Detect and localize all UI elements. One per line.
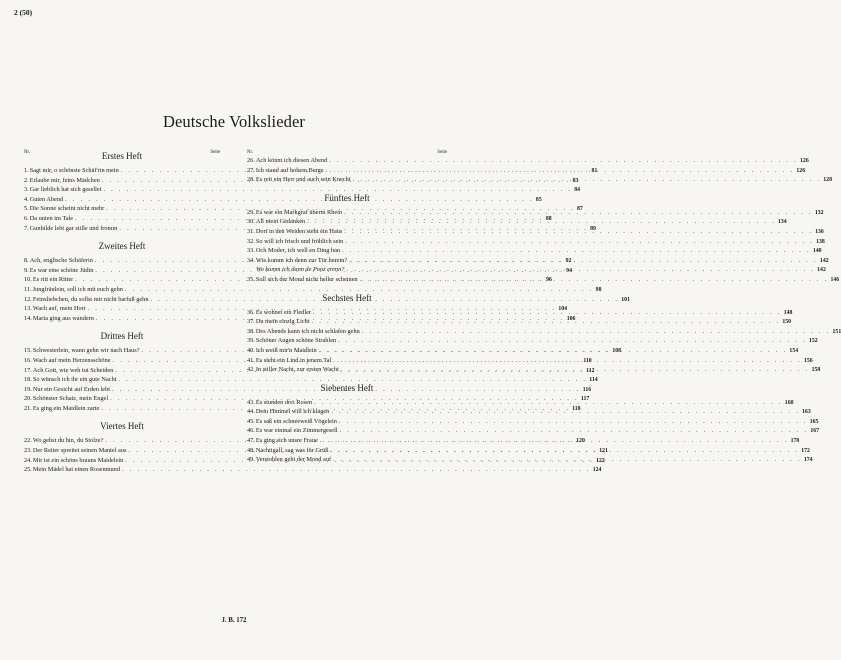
entry-page: 83 [572, 177, 579, 184]
entry-number: 47. [247, 437, 255, 445]
entry-title: So wünsch ich ihr ein gute Nacht [32, 376, 117, 384]
entry-number: 26. [247, 157, 255, 164]
entry-page: 85 [535, 196, 542, 203]
entry-title: Feinsliebchen, du sollst mir nicht barfuß gehn [32, 295, 149, 303]
nr-label: Nr. [247, 150, 253, 155]
entry-page: 140 [812, 248, 822, 255]
entry-number: 38. [247, 327, 255, 335]
entry-number: 32. [247, 237, 255, 245]
entry-page: 170 [790, 438, 800, 445]
entry-title: Ich weiß mir'n Maidlein [255, 346, 317, 354]
entry-page: 92 [565, 258, 572, 265]
entry-title: Gar lieblich hat sich gesellet [29, 186, 102, 194]
entry-number: 19. [24, 385, 32, 393]
toc-entry [247, 246, 822, 256]
entry-number: 45. [247, 417, 255, 425]
entry-number: 46. [247, 427, 255, 435]
toc-entry [24, 185, 581, 195]
page-title: Deutsche Volkslieder [162, 112, 306, 131]
dot-leader [329, 407, 802, 417]
entry-page: 94 [566, 267, 572, 274]
entry-title: Wach auf, mein Hort [32, 305, 86, 313]
entry-page: 112 [586, 367, 595, 374]
entry-title: Schöner Augen schöne Strahlen [255, 337, 337, 345]
entry-title: Dem Himmel will ich klagen [255, 408, 330, 416]
entry-page: 126 [800, 158, 809, 164]
entry-number: 42. [247, 366, 255, 374]
entry-page: 136 [815, 228, 824, 235]
entry-number: 36. [247, 308, 255, 316]
entry-title: Wie komm ich denn zur Tür herein? [255, 256, 348, 264]
entry-title: Ich stand auf hohem Berge [255, 166, 324, 174]
dot-leader [343, 237, 816, 247]
entry-page: 110 [583, 357, 592, 364]
entry-page: 132 [814, 209, 824, 216]
entry-title: Nachtigall, sag was für Grüß [255, 446, 329, 454]
dot-leader [318, 436, 791, 446]
entry-number: 31. [247, 227, 255, 235]
entry-title: Du mein einzig Licht [255, 318, 310, 326]
entry-number: 24. [24, 456, 32, 464]
toc-entry [247, 417, 819, 427]
dot-leader [336, 336, 809, 346]
entry-number: 25. [24, 466, 32, 474]
dot-leader [358, 275, 831, 285]
dot-leader [120, 465, 593, 475]
dot-leader [339, 365, 812, 375]
entry-title: So will ich frisch und fröhlich sein [255, 237, 344, 245]
entry-number: 10. [24, 276, 32, 284]
entry-page: 106 [566, 315, 576, 322]
entry-number: 4. [24, 195, 29, 203]
dot-leader [342, 227, 815, 237]
toc-entry [247, 336, 818, 346]
entry-page: 150 [782, 319, 792, 326]
entry-title: Schwesterlein, wann gehn wir nach Haus? [32, 347, 140, 355]
entry-page: 142 [817, 267, 826, 274]
entry-page: 114 [589, 377, 598, 384]
entry-page: 151 [832, 328, 841, 335]
entry-number: 44. [247, 408, 255, 416]
entry-page: 148 [783, 309, 793, 316]
entry-title: Des Abends kann ich nicht schlafen gehn [255, 327, 360, 335]
seite-label: Seite [437, 150, 447, 155]
dot-leader [310, 317, 783, 327]
entry-number: 33. [247, 247, 255, 255]
entry-number: 28. [247, 176, 255, 184]
entry-title: Jungfräulein, soll ich mit euch gehn [32, 285, 123, 293]
entry-number: 11. [24, 285, 32, 293]
entry-page: 120 [576, 438, 585, 445]
entry-number: 12. [24, 295, 32, 303]
toc-entry [247, 237, 825, 247]
entry-number: 5. [24, 205, 29, 213]
entry-number: 18. [24, 376, 32, 384]
entry-page: 172 [801, 447, 810, 454]
dot-leader [331, 455, 804, 465]
entry-number: 49. [247, 456, 255, 464]
entry-page: 124 [592, 467, 602, 474]
entry-title: Guten Abend [29, 195, 64, 203]
dot-leader [328, 446, 801, 456]
entry-number: 20. [24, 395, 32, 403]
entry-title: Es ging sich unsre Fraue [255, 437, 318, 445]
entry-title: Verstohlen geht der Mond auf [255, 456, 332, 464]
entry-page: 101 [621, 296, 630, 303]
entry-number: 3. [24, 186, 29, 194]
entry-title: Ach Gott, wie weh tut Scheiden [32, 366, 114, 374]
entry-number: 39. [247, 337, 255, 345]
entry-page: 98 [595, 286, 602, 293]
entry-number: 13. [24, 305, 32, 313]
entry-number: 17. [24, 366, 32, 374]
entry-title: Erlaube mir, feins Mädchen [29, 176, 100, 184]
entry-title: Es steht ein Lind in jenem Tal [255, 356, 332, 364]
dot-leader [305, 217, 778, 227]
entry-number: 9. [24, 266, 29, 274]
dot-leader [327, 156, 800, 166]
entry-number: 27. [247, 166, 255, 174]
entry-number: 41. [247, 356, 255, 364]
entry-title: Es wohnet ein Fiedler [255, 308, 311, 316]
entry-title: All mein Gedanken [255, 218, 306, 226]
entry-page: 128 [823, 177, 832, 184]
entry-number: 23. [24, 447, 32, 455]
entry-page: 134 [777, 219, 787, 226]
entry-title: Es war einmal ein Zimmergesell [255, 427, 338, 435]
entry-number: 8. [24, 257, 29, 265]
entry-title: Nur ein Gesicht auf Erden lebt [32, 385, 110, 393]
dot-leader [331, 356, 804, 366]
entry-number: 1. [24, 167, 29, 174]
entry-page: 84 [574, 187, 581, 194]
entry-title: Gunhilde lebt gar stille und fromm [29, 224, 118, 232]
entry-number: 21. [24, 404, 32, 412]
entry-title: Wo kumm ich dann de Pooz erenn? [256, 266, 345, 274]
entry-page: 87 [577, 206, 583, 213]
section-heading: Viertes Heft [100, 421, 144, 432]
dot-leader [338, 426, 811, 436]
dot-leader [350, 175, 823, 185]
entry-page: 160 [784, 399, 794, 406]
entry-page: 146 [830, 276, 840, 283]
toc-entry [247, 426, 820, 436]
entry-number: 7. [24, 224, 29, 232]
entry-page: 89 [590, 225, 596, 232]
entry-number: 2. [24, 176, 29, 184]
entry-title: Wo gehst du hin, du Stolze? [32, 437, 104, 445]
entry-title: Es saß ein schneeweiß Vögelein [255, 417, 337, 425]
entry-page: 163 [802, 409, 811, 416]
entry-page: 152 [808, 338, 818, 345]
entry-page: 121 [599, 448, 608, 455]
entry-title: In stiller Nacht, zur ersten Wacht [255, 366, 339, 374]
entry-title: Soll sich der Mond nicht heller scheinen [255, 275, 358, 283]
seite-label: Seite [210, 150, 220, 155]
entry-title: Es ging ein Maidlein zarte [32, 404, 100, 412]
entry-number: 14. [24, 314, 32, 322]
entry-title: Sagt mir, o schönste Schäf'rin mein [29, 167, 119, 174]
entry-title: Mein Mädel hat einen Rosenmund [32, 466, 120, 474]
entry-page: 154 [789, 347, 799, 354]
section-heading: Erstes Heft [101, 151, 143, 161]
section-heading: Sechstes Heft [322, 292, 372, 303]
entry-number: 48. [247, 446, 255, 454]
entry-page: 167 [810, 428, 820, 435]
entry-page: 117 [580, 396, 590, 403]
section-heading: Zweites Heft [98, 241, 146, 252]
entry-number: 35. [247, 275, 255, 283]
entry-page: 118 [572, 405, 581, 412]
nr-label: Nr. [24, 150, 30, 155]
entry-page: 142 [819, 257, 829, 264]
entry-title: Schönster Schatz, mein Engel [32, 395, 109, 403]
entry-page: 126 [796, 167, 806, 174]
toc-entry [247, 156, 809, 166]
entry-title: Och Moder, ich well en Ding han [255, 247, 341, 255]
entry-number: 34. [247, 256, 255, 264]
dot-leader [340, 246, 813, 256]
entry-page: 158 [811, 367, 821, 374]
entry-page: 122 [596, 457, 605, 464]
entry-title: Dort in den Weiden steht ein Haus [255, 227, 343, 235]
entry-title: Da unten im Tale [29, 214, 74, 222]
dot-leader [347, 256, 820, 266]
entry-number: 40. [247, 346, 255, 354]
toc-entry [24, 465, 602, 475]
entry-page: 108 [612, 348, 622, 355]
dot-leader [317, 346, 790, 356]
section-heading: Siebentes Heft [320, 382, 374, 393]
dot-leader [311, 308, 784, 318]
entry-page: 81 [591, 168, 598, 174]
entry-title: Wach auf mein Herzensschöne [32, 356, 111, 364]
entry-title: Maria ging aus wandern [32, 314, 94, 322]
footer-catalog-number: J. B. 172 [221, 617, 247, 624]
entry-title: Ach, englische Schäferin [29, 257, 93, 265]
entry-title: Der Reiter spreitet seinen Mantel aus [32, 447, 127, 455]
entry-page: 174 [803, 457, 813, 464]
entry-page: 96 [546, 277, 552, 284]
entry-title: Mir ist ein schöns brauns Maidelein [32, 456, 124, 464]
toc-entry [24, 285, 602, 295]
entry-title: Es war eine schöne Jüdin [29, 266, 94, 274]
dot-leader [360, 327, 833, 337]
page-number: 2 (50) [14, 8, 33, 17]
entry-number: 43. [247, 398, 255, 406]
entry-title: Die Sonne scheint nicht mehr [29, 205, 105, 213]
entry-page: 104 [558, 306, 568, 313]
entry-page: 88 [545, 215, 552, 222]
dot-leader [337, 417, 810, 427]
toc-entry [247, 327, 841, 337]
entry-number: 6. [24, 214, 29, 222]
dot-leader [344, 265, 817, 275]
entry-number: 29. [247, 208, 255, 216]
entry-page: 156 [804, 357, 813, 364]
section-heading: Drittes Heft [100, 331, 144, 342]
entry-page: 165 [809, 418, 819, 425]
entry-title: Es ritt ein Ritter [32, 276, 74, 284]
entry-page: 138 [816, 238, 825, 245]
entry-title: Es stunden drei Rosen [255, 398, 313, 406]
entry-number: 16. [24, 356, 32, 364]
section-heading: Fünftes Heft [324, 192, 370, 203]
entry-title: Es war ein Markgraf überm Rhein [255, 208, 343, 216]
entry-number: 15. [24, 347, 32, 355]
dot-leader [324, 166, 797, 176]
entry-title: Ach könnt ich diesen Abend [255, 157, 328, 164]
dot-leader [342, 208, 815, 218]
toc-entry [24, 375, 598, 385]
entry-title: Es reit ein Herr und auch sein Knecht [255, 176, 351, 184]
entry-page: 116 [582, 386, 592, 393]
entry-number: 37. [247, 318, 255, 326]
entry-number: 30. [247, 218, 255, 226]
entry-number: 22. [24, 437, 32, 445]
dot-leader [312, 398, 785, 408]
